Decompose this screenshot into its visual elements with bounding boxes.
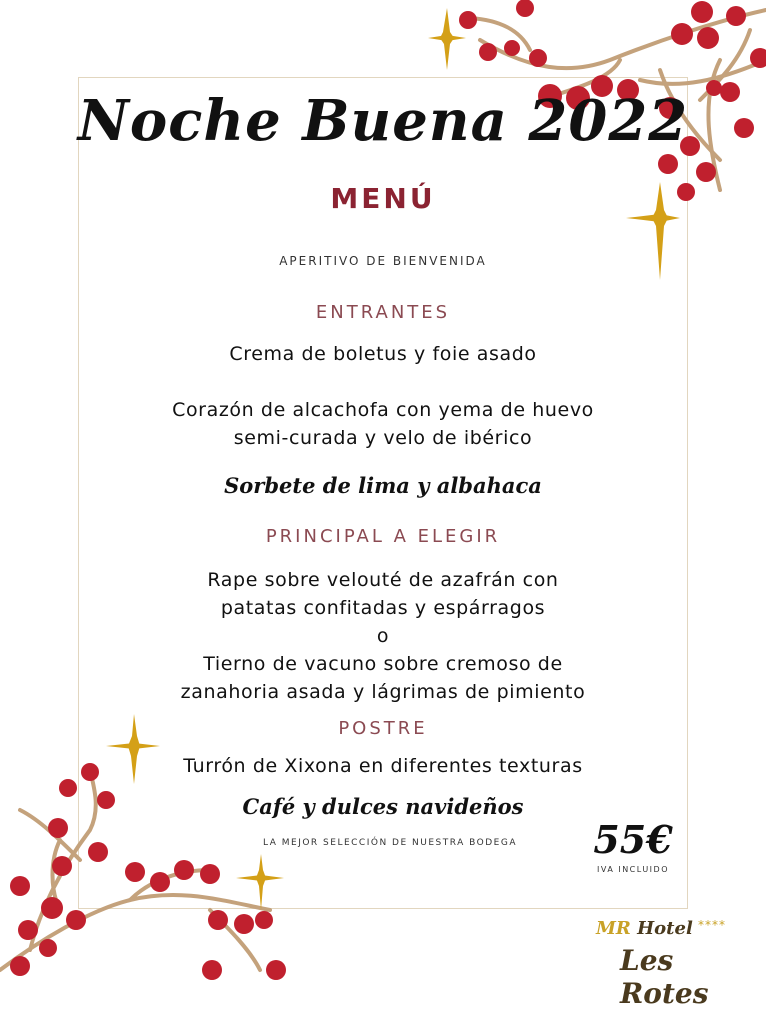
main-option-1-line-1: Rape sobre velouté de azafrán con: [207, 569, 559, 591]
logo-hotel-word: Hotel: [637, 918, 693, 939]
hotel-logo-top: [596, 918, 693, 939]
wine-selection: LA MEJOR SELECCIÓN DE NUESTRA BODEGA: [263, 838, 517, 848]
logo-name: Les Rotes: [620, 944, 709, 1010]
main-or-separator: o: [376, 625, 390, 647]
main-option-1-line-2: patatas confitadas y espárragos: [220, 597, 546, 619]
dessert-dish: Turrón de Xixona en diferentes texturas: [183, 755, 583, 777]
starter-dish-1: Crema de boletus y foie asado: [229, 343, 537, 365]
price: 55€: [593, 817, 673, 862]
starter-dish-2-line-1: Corazón de alcachofa con yema de huevo: [172, 399, 594, 421]
hotel-logo: [590, 914, 750, 1010]
main-option-2-line-2: zanahoria asada y lágrimas de pimiento: [180, 681, 586, 703]
sorbet-course: Sorbete de lima y albahaca: [224, 473, 542, 498]
menu-heading: MENÚ: [330, 182, 436, 215]
starter-dish-2-line-2: semi-curada y velo de ibérico: [233, 427, 533, 449]
logo-stars: ****: [698, 918, 726, 932]
main-option-2-line-1: Tierno de vacuno sobre cremoso de: [203, 653, 563, 675]
coffee-course: Café y dulces navideños: [242, 794, 524, 819]
page-title: Noche Buena 2022: [77, 88, 689, 154]
logo-brand: MR: [596, 918, 631, 939]
price-note: IVA INCLUIDO: [597, 865, 669, 874]
section-main: PRINCIPAL A ELEGIR: [265, 526, 501, 547]
section-dessert: POSTRE: [338, 718, 428, 739]
welcome-aperitif: APERITIVO DE BIENVENIDA: [279, 254, 487, 268]
section-starters: ENTRANTES: [315, 302, 451, 323]
